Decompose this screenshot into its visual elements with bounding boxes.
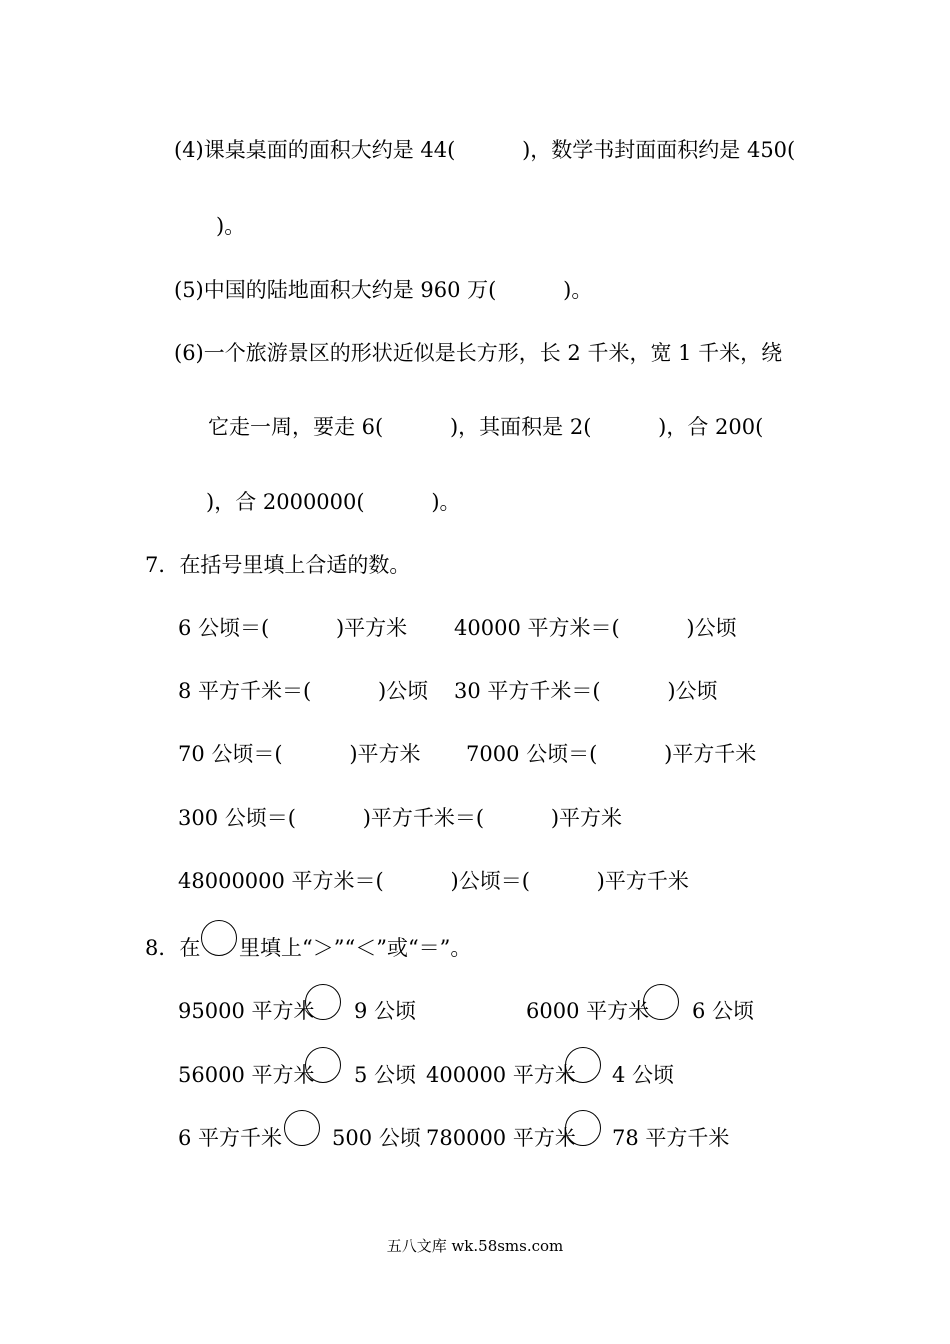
q6-item-6-line2: 它走一周，要走 6( )，其面积是 2( )，合 200( (208, 415, 764, 439)
q7-row1-right: 40000 平方米＝( )公顷 (454, 616, 737, 640)
q7-row1-left: 6 公顷＝( )平方米 (178, 616, 408, 640)
q8-title-before: 8．在 (145, 936, 201, 960)
q6-item-5: (5)中国的陆地面积大约是 960 万( )。 (174, 278, 593, 302)
page-footer-watermark: 五八文库 wk.58sms.com (386, 1237, 564, 1255)
q7-title: 7．在括号里填上合适的数。 (145, 553, 411, 577)
q8-r3b-right: 78 平方千米 (612, 1126, 730, 1150)
q8-r1b-right: 6 公顷 (692, 999, 755, 1023)
compare-circle-example (201, 920, 237, 956)
compare-circle[interactable] (284, 1110, 320, 1146)
q8-r2a-left: 56000 平方米 (178, 1063, 315, 1087)
q8-r2a-right: 5 公顷 (354, 1063, 417, 1087)
q8-r1b-left: 6000 平方米 (526, 999, 650, 1023)
q8-r2b-right: 4 公顷 (612, 1063, 675, 1087)
compare-circle[interactable] (565, 1047, 601, 1083)
q7-row2-left: 8 平方千米＝( )公顷 (178, 679, 429, 703)
q6-item-6-line3: )，合 2000000( )。 (206, 490, 461, 514)
q8-r1a-right: 9 公顷 (354, 999, 417, 1023)
q7-row3-left: 70 公顷＝( )平方米 (178, 742, 421, 766)
q8-r3a-right: 500 公顷 (332, 1126, 421, 1150)
q8-r3a-left: 6 平方千米 (178, 1126, 283, 1150)
q6-item-6-line1: (6)一个旅游景区的形状近似是长方形，长 2 千米，宽 1 千米，绕 (174, 341, 783, 365)
compare-circle[interactable] (305, 984, 341, 1020)
q7-row3-right: 7000 公顷＝( )平方千米 (466, 742, 757, 766)
q8-r2b-left: 400000 平方米 (426, 1063, 576, 1087)
q8-title-after: 里填上“＞”“＜”或“＝”。 (239, 936, 472, 960)
q7-row5: 48000000 平方米＝( )公顷＝( )平方千米 (178, 869, 689, 893)
q8-r1a-left: 95000 平方米 (178, 999, 315, 1023)
q7-row4: 300 公顷＝( )平方千米＝( )平方米 (178, 806, 623, 830)
q6-item-4-line1: (4)课桌桌面的面积大约是 44( )，数学书封面面积约是 450( (174, 138, 796, 162)
compare-circle[interactable] (565, 1110, 601, 1146)
q7-row2-right: 30 平方千米＝( )公顷 (454, 679, 718, 703)
compare-circle[interactable] (643, 984, 679, 1020)
q8-r3b-left: 780000 平方米 (426, 1126, 576, 1150)
compare-circle[interactable] (305, 1047, 341, 1083)
q6-item-4-line2: )。 (216, 214, 246, 238)
